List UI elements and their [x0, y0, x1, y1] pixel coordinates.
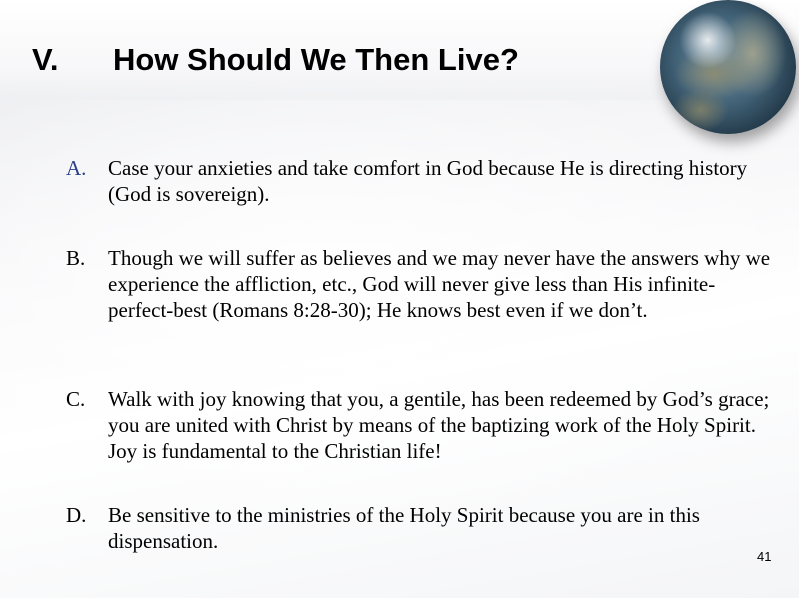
item-marker: A.: [66, 156, 87, 180]
item-marker: B.: [66, 246, 86, 270]
list-item: [66, 502, 771, 554]
item-text: Case your anxieties and take comfort in God because He is directing history (God is sovereign).: [108, 156, 748, 206]
item-marker: C.: [66, 387, 86, 411]
item-text: Though we will suffer as believes and we may never have the answers why we experience the affliction, etc., God will never give less than His infinite-perfect-best (Romans 8:28-30); He knows best even if we don’t.: [108, 246, 771, 322]
list-item: [66, 155, 771, 207]
item-text: Walk with joy knowing that you, a gentile, has been redeemed by God’s grace; you are united with Christ by means of the baptizing work of the Holy Spirit. Joy is fundamental to the Christian life!: [108, 387, 770, 463]
list-item: [66, 245, 771, 323]
title-number: V.: [32, 42, 59, 77]
page-number: 41: [757, 549, 772, 564]
item-text: Be sensitive to the ministries of the Holy Spirit because you are in this dispensation.: [108, 503, 700, 553]
slide-title: How Should We Then Live?: [113, 42, 519, 77]
globe-icon: [660, 0, 796, 134]
list-item: [66, 386, 771, 464]
item-marker: D.: [66, 503, 87, 527]
